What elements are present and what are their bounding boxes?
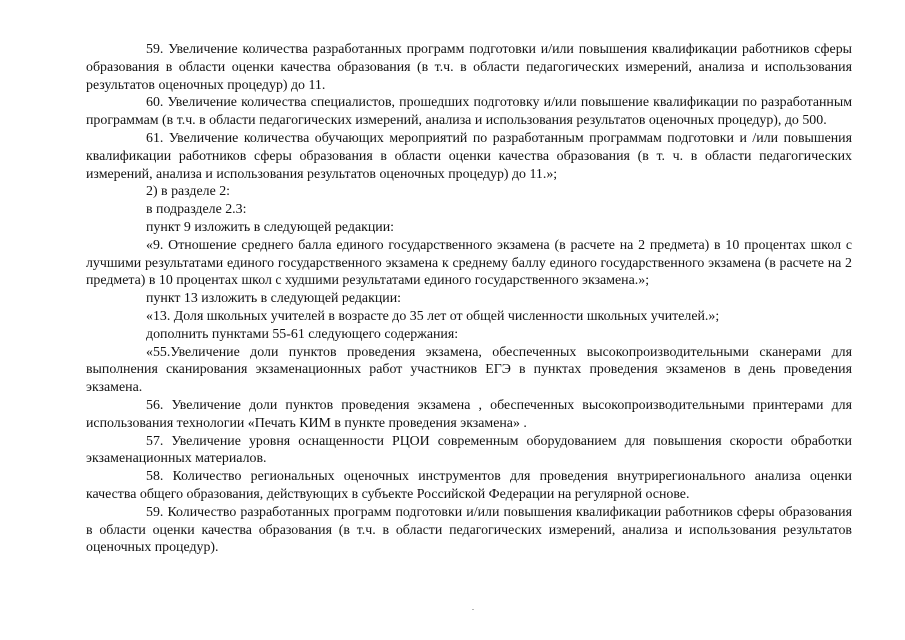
- line-items-55-61-heading: дополнить пунктами 55-61 следующего содержания:: [146, 326, 459, 342]
- line-item-13-heading: пункт 13 изложить в следующей редакции:: [146, 291, 401, 307]
- line-item-13: «13. Доля школьных учителей в возрасте до 35 лет от общей численности школьных учителей.»;: [146, 308, 720, 324]
- paragraph-57-equipment: 57. Увеличение уровня оснащенности РЦОИ современным оборудованием для повышения скорости обработки экзаменационных материалов.: [86, 433, 852, 467]
- paragraph-55-scanners: «55.Увеличение доли пунктов проведения экзамена, обеспеченных высокопроизводительными сканерами для выполнения сканирования экзаменационных работ участников ЕГЭ в пунктах проведения экзаменов в день проведения экзамена.: [86, 344, 852, 396]
- line-subsection-2-3: в подразделе 2.3:: [146, 202, 247, 218]
- line-section-2: 2) в разделе 2:: [146, 184, 231, 200]
- paragraph-56-printers: 56. Увеличение доли пунктов проведения экзамена , обеспеченных высокопроизводительными принтерами для использования технологии «Печать КИМ в пункте проведения экзамена» .: [86, 397, 852, 431]
- paragraph-61-events: 61. Увеличение количества обучающих мероприятий по разработанным программам подготовки и /или повышения квалификации работников сферы образования в области оценки качества образования (в т. ч. в области педагогических измерений, анализа и использования результатов оценочных процедур) до 11.»;: [86, 130, 852, 182]
- paragraph-60-specialists: 60. Увеличение количества специалистов, прошедших подготовку и/или повышение квалификации по разработанным программам (в т.ч. в области педагогических измерений, анализа и использования результатов оценочных процедур), до 500.: [86, 95, 852, 129]
- paragraph-59-programs: 59. Увеличение количества разработанных программ подготовки и/или повышения квалификации работников сферы образования в области оценки качества образования (в т.ч. в области педагогических измерений, анализа и использования результатов оценочных процедур) до 11.: [86, 42, 852, 93]
- paragraph-item-9: «9. Отношение среднего балла единого государственного экзамена (в расчете на 2 предмета) в 10 процентах школ с лучшими результатами единого государственного экзамена к среднему баллу единого государственного экзамена (в расчете на 2 предмета) в 10 процентах школ с худшими результатами единого государственного экзамена.»;: [86, 237, 852, 289]
- paragraph-59-count: 59. Количество разработанных программ подготовки и/или повышения квалификации работников сферы образования в области оценки качества образования (в т.ч. в области педагогических измерений, анализа и использования результатов оценочных процедур).: [86, 504, 852, 556]
- line-item-9-heading: пункт 9 изложить в следующей редакции:: [146, 219, 395, 235]
- scan-speck: [472, 609, 474, 610]
- paragraph-58-instruments: 58. Количество региональных оценочных инструментов для проведения внутрирегионального анализа оценки качества общего образования, действующих в субъекте Российской Федерации на регулярной основе.: [86, 469, 852, 502]
- document-page: [86, 41, 852, 557]
